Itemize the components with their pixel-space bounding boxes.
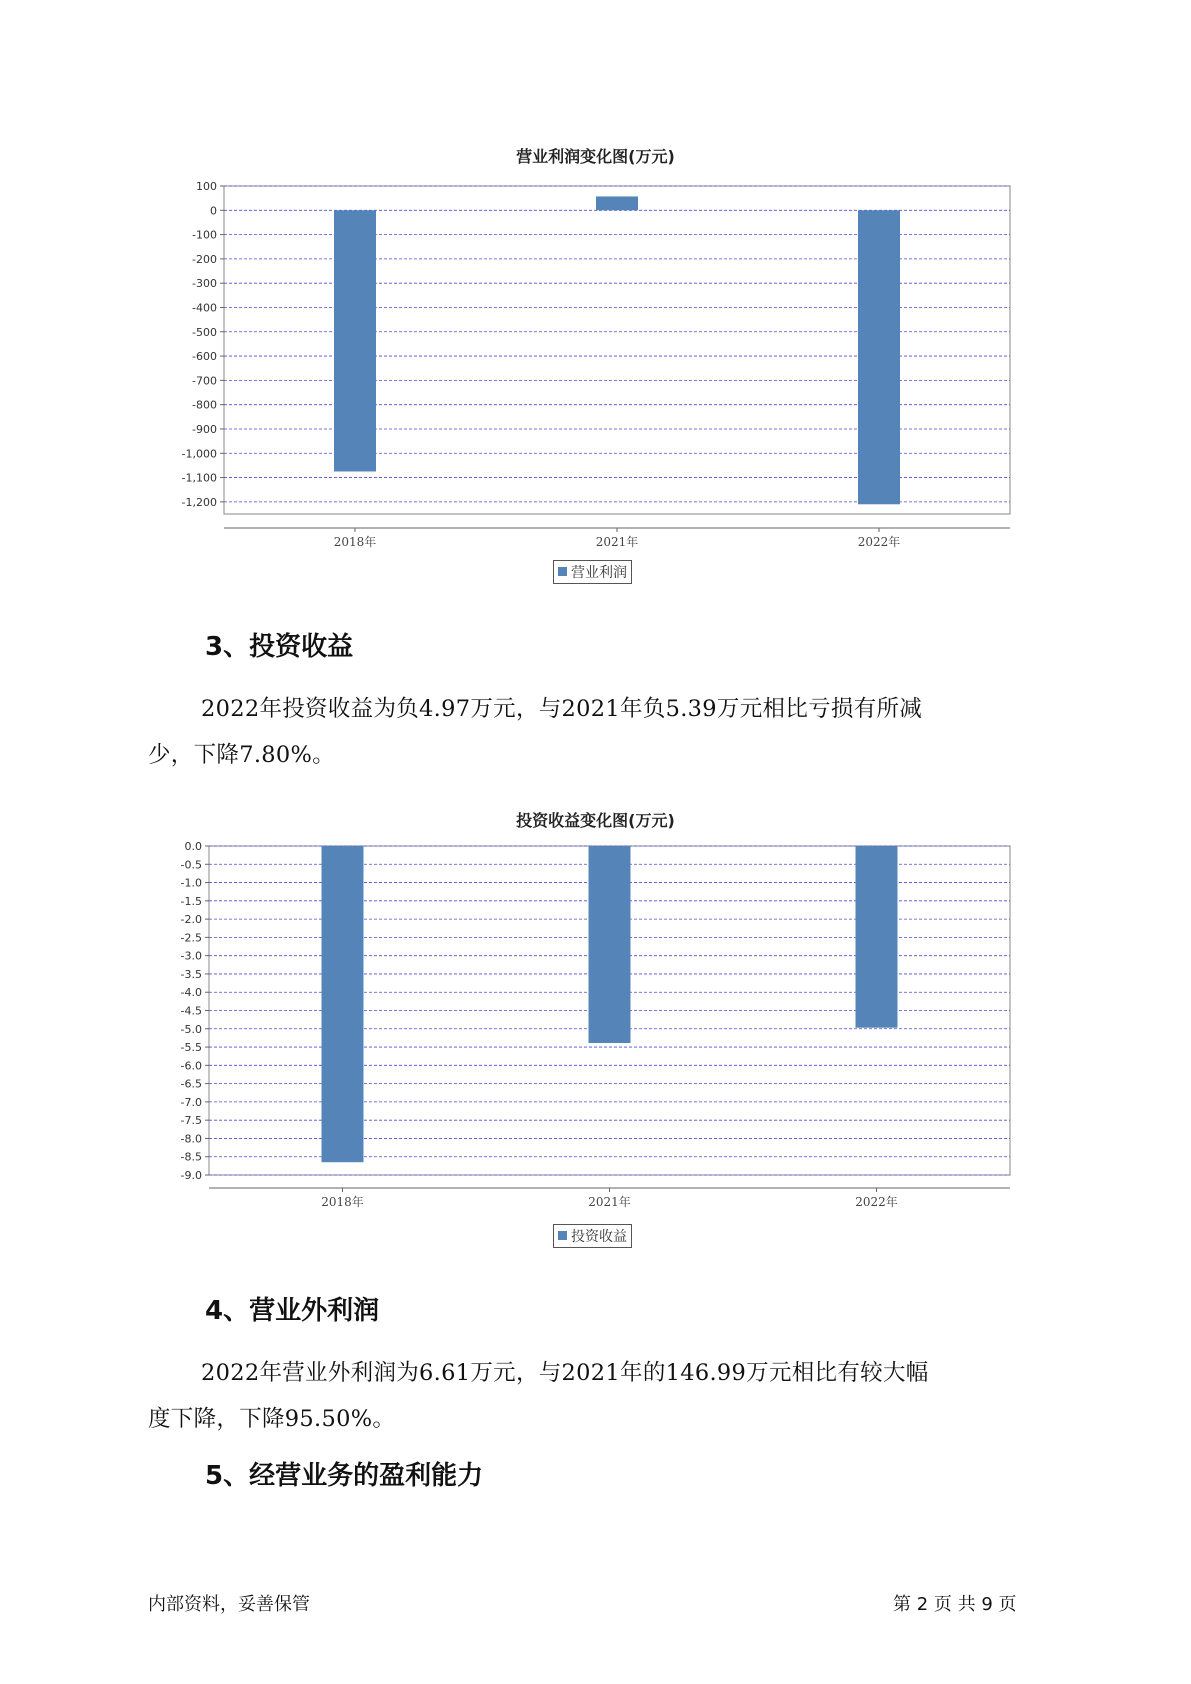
- y-tick-label: -5.5: [180, 1041, 202, 1055]
- bar-2021年: [589, 846, 631, 1043]
- y-tick-label: 0: [210, 204, 217, 218]
- y-tick-label: -500: [192, 325, 217, 339]
- y-tick-label: -1,200: [181, 495, 217, 509]
- section4-text-line1: 2022年营业外利润为6.61万元，与2021年的146.99万元相比有较大幅: [201, 1360, 929, 1386]
- section3-heading: 3、投资收益: [205, 632, 354, 662]
- section4-text-line2: 度下降，下降95.50%。: [148, 1406, 396, 1432]
- y-tick-label: -1.5: [180, 894, 202, 908]
- y-tick-label: 100: [196, 180, 217, 193]
- y-tick-label: -700: [192, 374, 217, 388]
- y-tick-label: -7.5: [180, 1114, 202, 1128]
- y-tick-label: -300: [192, 277, 217, 291]
- chart2-legend-label: 投资收益: [571, 1229, 627, 1245]
- y-tick-label: -2.0: [180, 913, 202, 927]
- footer-left: 内部资料，妥善保管: [148, 1594, 310, 1615]
- y-tick-label: -9.0: [180, 1169, 202, 1182]
- y-tick-label: -3.0: [180, 949, 202, 963]
- y-tick-label: -1,000: [181, 447, 217, 461]
- bar-2018年: [322, 846, 364, 1162]
- chart2-legend: [553, 1224, 632, 1248]
- y-tick-label: -800: [192, 398, 217, 412]
- y-tick-label: 0.0: [184, 840, 202, 853]
- y-tick-label: -6.0: [180, 1059, 202, 1073]
- section4-heading: 4、营业外利润: [205, 1296, 380, 1326]
- x-tick-label: 2021年: [595, 535, 639, 549]
- y-tick-label: -7.0: [180, 1095, 202, 1109]
- y-tick-label: -6.5: [180, 1077, 202, 1091]
- y-tick-label: -100: [192, 228, 217, 242]
- y-tick-label: -1,100: [181, 471, 217, 485]
- section3-text-line1: 2022年投资收益为负4.97万元，与2021年负5.39万元相比亏损有所减: [201, 696, 923, 722]
- y-tick-label: -900: [192, 422, 217, 436]
- y-tick-label: -3.5: [180, 967, 202, 981]
- legend-swatch: [558, 1231, 567, 1240]
- x-tick-label: 2018年: [321, 1195, 364, 1209]
- y-tick-label: -5.0: [180, 1022, 202, 1036]
- y-tick-label: -400: [192, 301, 217, 315]
- y-tick-label: -200: [192, 252, 217, 266]
- y-tick-label: -8.0: [180, 1132, 202, 1146]
- section5-heading: 5、经营业务的盈利能力: [205, 1461, 484, 1491]
- y-tick-label: -2.5: [180, 931, 202, 945]
- y-tick-label: -600: [192, 350, 217, 364]
- chart2-title: 投资收益变化图(万元): [516, 811, 675, 830]
- y-tick-label: -0.5: [180, 858, 202, 872]
- footer-right: 第 2 页 共 9 页: [893, 1594, 1017, 1615]
- y-tick-label: -8.5: [180, 1150, 202, 1164]
- x-tick-label: 2022年: [855, 1195, 898, 1209]
- x-tick-label: 2018年: [333, 535, 377, 549]
- chart1-title: 营业利润变化图(万元): [516, 147, 675, 166]
- bar-2022年: [856, 846, 898, 1028]
- y-tick-label: -4.5: [180, 1004, 202, 1018]
- x-tick-label: 2022年: [857, 535, 901, 549]
- section4-paragraph: [148, 1350, 1048, 1442]
- x-tick-label: 2021年: [588, 1195, 631, 1209]
- y-tick-label: -4.0: [180, 986, 202, 1000]
- chart1-legend-label: 营业利润: [571, 565, 627, 581]
- y-tick-label: -1.0: [180, 876, 202, 890]
- section3-text-line2: 少，下降7.80%。: [148, 742, 335, 768]
